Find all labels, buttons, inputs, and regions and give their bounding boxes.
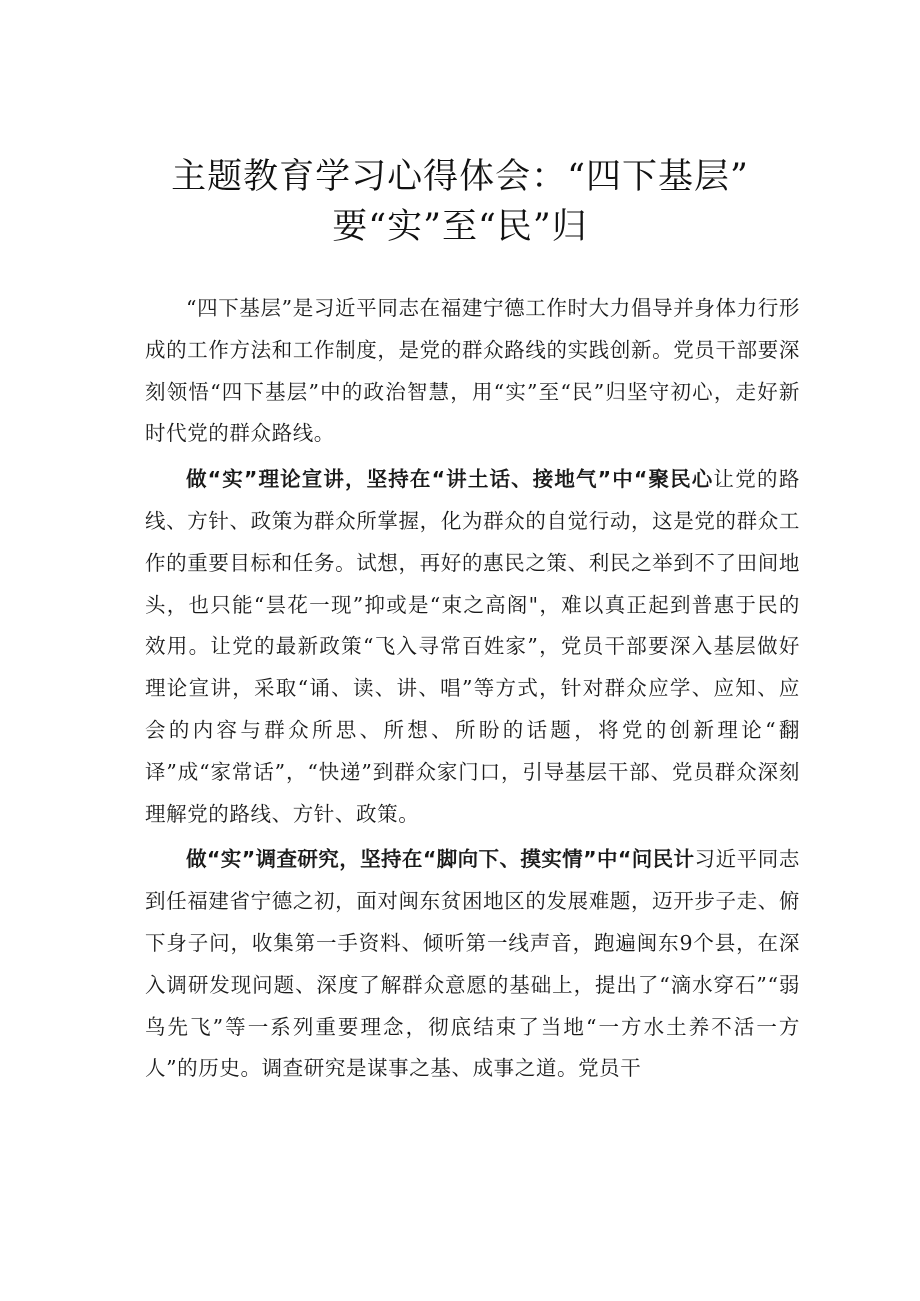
title-line-2: 要“实”至“民”归	[332, 207, 588, 247]
paragraph-text: 习近平同志到任福建省宁德之初，面对闽东贫困地区的发展难题，迈开步子走、俯下身子问，收集第一手资料、倾听第一线声音，跑遍闽东9个县，在深入调研发现问题、深度了解群众意愿的基础上，提出了“滴水穿石”“弱鸟先飞”等一系列重要理念，彻底结束了当地“一方水土养不活一方人”的历史。调查研究是谋事之基、成事之道。党员干	[145, 847, 800, 1081]
document-body	[145, 288, 800, 1090]
document-title	[100, 152, 820, 252]
paragraph-heading: 做“实”调查研究，坚持在“脚向下、摸实情”中“问民计	[186, 847, 695, 872]
paragraph-investigation	[145, 839, 800, 1090]
title-line-1: 主题教育学习心得体会：“四下基层”	[171, 157, 749, 197]
paragraph-theory-lecture	[145, 459, 800, 835]
paragraph-text: 让党的路线、方针、政策为群众所掌握，化为群众的自觉行动，这是党的群众工作的重要目标和任务。试想，再好的惠民之策、利民之举到不了田间地头，也只能“昙花一现”抑或是“束之高阁"，难以真正起到普惠于民的效用。让党的最新政策“飞入寻常百姓家”，党员干部要深入基层做好理论宣讲，采取“诵、读、讲、唱”等方式，针对群众应学、应知、应会的内容与群众所思、所想、所盼的话题，将党的创新理论“翻译”成“家常话”，“快递”到群众家门口，引导基层干部、党员群众深刻理解党的路线、方针、政策。	[145, 467, 800, 826]
paragraph-heading: 做“实”理论宣讲，坚持在“讲土话、接地气”中“聚民心	[186, 467, 714, 492]
paragraph-intro	[145, 288, 800, 455]
paragraph-text: “四下基层”是习近平同志在福建宁德工作时大力倡导并身体力行形成的工作方法和工作制度，是党的群众路线的实践创新。党员干部要深刻领悟“四下基层”中的政治智慧，用“实”至“民”归坚守初心，走好新时代党的群众路线。	[145, 296, 800, 446]
